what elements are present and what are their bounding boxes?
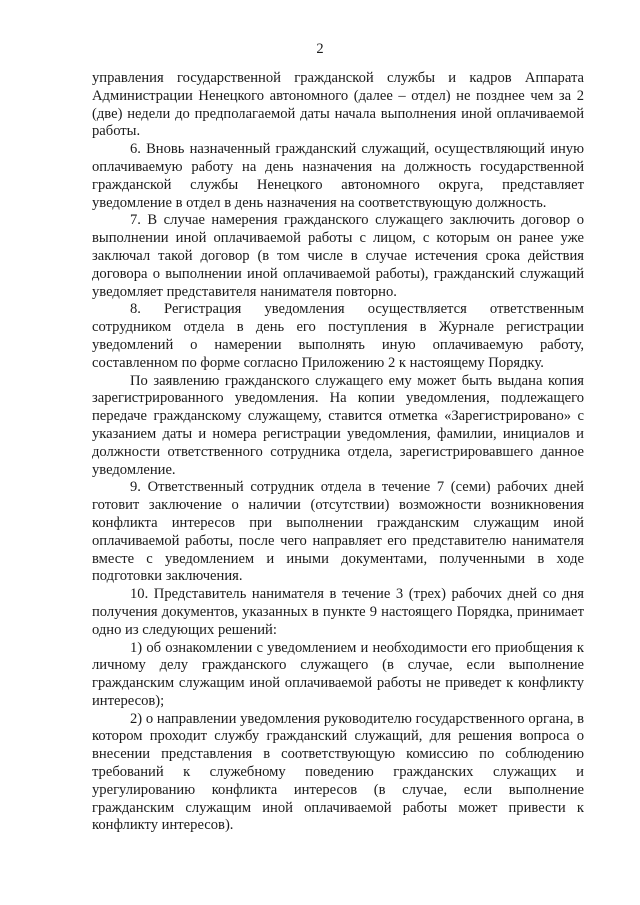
paragraph-decision-1: 1) об ознакомлении с уведомлением и необходимости его приобщения к личному делу гражданского служащего (в случае, если выполнение гражданским служащим иной оплачиваемой работы не приведет к конфликту интересов); bbox=[92, 639, 584, 709]
paragraph-decision-2: 2) о направлении уведомления руководителю государственного органа, в котором проходит службу гражданский служащий, для решения вопроса о внесении представления в соответствующую комиссию по соблюдению требований к служебному поведению гражданских служащих и урегулированию конфликта интересов (в случае, если выполнение гражданским служащим иной оплачиваемой работы может привести к конфликту интересов). bbox=[92, 710, 584, 834]
document-body bbox=[92, 70, 584, 835]
paragraph-item-7: 7. В случае намерения гражданского служащего заключить договор о выполнении иной оплачиваемой работы с лицом, с которым он ранее уже заключал такой договор (в том числе в случае истечения срока действия договора о выполнении иной оплачиваемой работы), гражданский служащий уведомляет представителя нанимателя повторно. bbox=[92, 212, 584, 300]
paragraph-item-8: 8. Регистрация уведомления осуществляется ответственным сотрудником отдела в день его поступления в Журнале регистрации уведомлений о намерении выполнять иную оплачиваемую работу, составленном по форме согласно Приложению 2 к настоящему Порядку. bbox=[92, 301, 584, 371]
paragraph-item-10: 10. Представитель нанимателя в течение 3 (трех) рабочих дней со дня получения документов, указанных в пункте 9 настоящего Порядка, принимает одно из следующих решений: bbox=[92, 586, 584, 638]
page-number: 2 bbox=[316, 41, 324, 57]
paragraph-item-9: 9. Ответственный сотрудник отдела в течение 7 (семи) рабочих дней готовит заключение о наличии (отсутствии) возможности возникновения конфликта интересов при выполнении гражданским служащим иной оплачиваемой работы, после чего направляет его представителю нанимателя вместе с уведомлением и иными документами, полученными в ходе подготовки заключения. bbox=[92, 479, 584, 585]
paragraph-copy-request: По заявлению гражданского служащего ему может быть выдана копия зарегистрированного уведомления. На копии уведомления, подлежащего передаче гражданскому служащему, ставится отметка «Зарегистрировано» с указанием даты и номера регистрации уведомления, фамилии, инициалов и должности ответственного сотрудника отдела, зарегистрировавшего данное уведомление. bbox=[92, 372, 584, 478]
paragraph-continuation: управления государственной гражданской службы и кадров Аппарата Администрации Ненецкого автономного (далее – отдел) не позднее чем за 2 (две) недели до предполагаемой даты начала выполнения иной оплачиваемой работы. bbox=[92, 70, 584, 140]
paragraph-item-6: 6. Вновь назначенный гражданский служащий, осуществляющий иную оплачиваемую работу на день назначения на должность государственной гражданской службы Ненецкого автономного округа, представляет уведомление в отдел в день назначения на соответствующую должность. bbox=[92, 141, 584, 211]
